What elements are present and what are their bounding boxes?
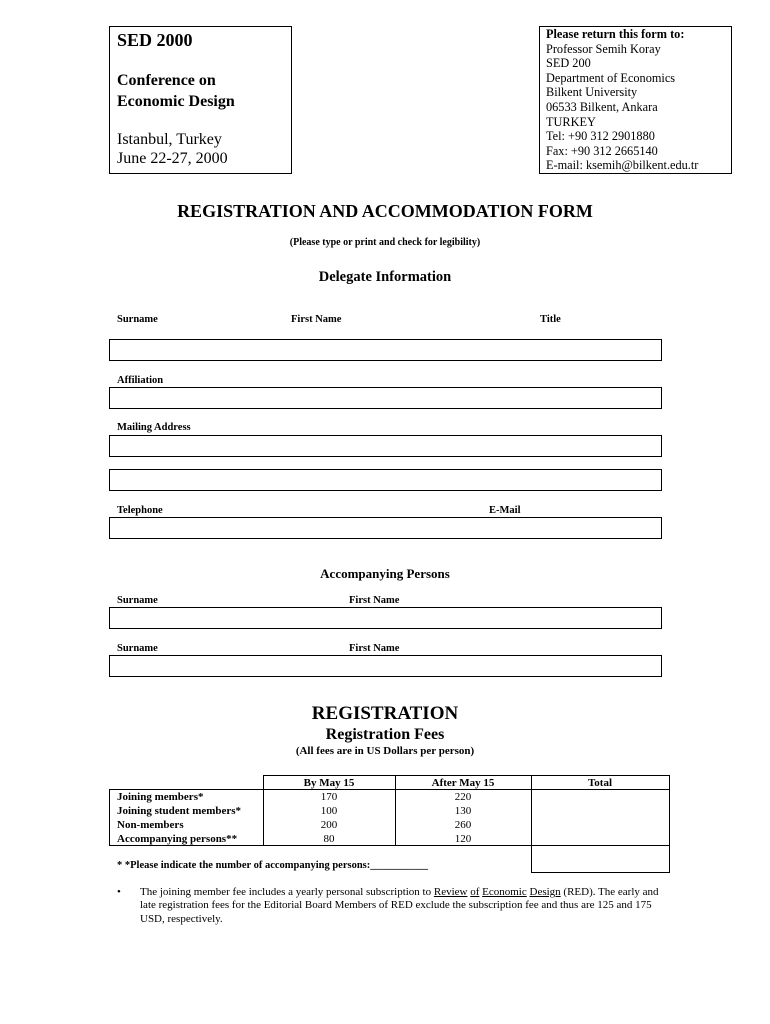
- accompanying-person-field-2[interactable]: [109, 655, 662, 677]
- conference-location-dates: [117, 130, 228, 168]
- fee-category: Joining members*: [117, 791, 204, 803]
- fee-category: Accompanying persons**: [117, 833, 238, 845]
- accompanying-first-name-label: First Name: [349, 643, 400, 654]
- name-field[interactable]: [109, 339, 662, 361]
- conference-dates: June 22-27, 2000: [117, 150, 228, 167]
- return-line: Bilkent University: [546, 85, 638, 100]
- accompanying-heading: Accompanying Persons: [320, 566, 450, 581]
- return-line: Fax: +90 312 2665140: [546, 143, 658, 158]
- registration-fees-note: (All fees are in US Dollars per person): [295, 745, 475, 757]
- column-header-total: Total: [587, 777, 613, 789]
- telephone-email-field[interactable]: [109, 517, 662, 539]
- return-line: E-mail: ksemih@bilkent.edu.tr: [546, 158, 699, 173]
- column-header-by-may15: By May 15: [303, 777, 355, 789]
- fee-by-may15: 170: [320, 791, 338, 803]
- fee-by-may15: 200: [320, 819, 338, 831]
- fee-after-may15: 220: [454, 791, 472, 803]
- first-name-label: First Name: [291, 314, 342, 325]
- fee-after-may15: 260: [454, 819, 472, 831]
- return-heading: Please return this form to:: [546, 27, 685, 41]
- conference-name-line2: Economic Design: [117, 93, 235, 110]
- return-line: Professor Semih Koray: [546, 41, 661, 56]
- affiliation-field[interactable]: [109, 387, 662, 409]
- email-label: E-Mail: [489, 505, 521, 516]
- return-line: TURKEY: [546, 114, 596, 129]
- conference-name: [117, 70, 235, 112]
- table-rule: [669, 775, 670, 872]
- table-rule: [263, 775, 670, 776]
- table-rule: [531, 775, 532, 872]
- mailing-address-field-1[interactable]: [109, 435, 662, 457]
- fee-after-may15: 130: [454, 805, 472, 817]
- form-title: REGISTRATION AND ACCOMMODATION FORM: [177, 201, 593, 221]
- return-line: 06533 Bilkent, Ankara: [546, 99, 658, 114]
- table-rule: [109, 789, 670, 790]
- mailing-address-field-2[interactable]: [109, 469, 662, 491]
- accompanying-count-footnote: * *Please indicate the number of accompanying persons:___________: [117, 860, 429, 871]
- column-header-after-may15: After May 15: [431, 777, 495, 789]
- journal-word: of: [470, 886, 480, 898]
- conference-name-line1: Conference on: [117, 72, 216, 89]
- journal-word: Economic: [482, 886, 527, 898]
- registration-fees-heading: Registration Fees: [325, 726, 445, 743]
- accompanying-surname-label: Surname: [117, 643, 158, 654]
- return-line: Tel: +90 312 2901880: [546, 129, 655, 144]
- accompanying-person-field-1[interactable]: [109, 607, 662, 629]
- conference-location: Istanbul, Turkey: [117, 131, 222, 148]
- fee-by-may15: 80: [323, 833, 335, 845]
- fee-category: Non-members: [117, 819, 184, 831]
- surname-label: Surname: [117, 314, 158, 325]
- accompanying-first-name-label: First Name: [349, 595, 400, 606]
- note-text: (RED). The early and late registration fees for the Editorial Board Members of RED exclude the subscription fee and thus are 125 and 175 USD, respectively.: [140, 886, 659, 925]
- affiliation-label: Affiliation: [117, 375, 164, 386]
- fee-category: Joining student members*: [117, 805, 242, 817]
- return-line: Department of Economics: [546, 70, 676, 85]
- bullet-icon: •: [117, 886, 121, 898]
- journal-word: Review: [433, 886, 468, 898]
- registration-title: REGISTRATION: [311, 703, 459, 724]
- fee-by-may15: 100: [320, 805, 338, 817]
- table-rule: [109, 789, 110, 845]
- return-address: [546, 27, 698, 173]
- fee-after-may15: 120: [454, 833, 472, 845]
- return-line: SED 200: [546, 56, 591, 71]
- mailing-address-label: Mailing Address: [117, 422, 191, 433]
- journal-word: Design: [529, 886, 561, 898]
- form-subtitle: (Please type or print and check for legibility): [289, 237, 481, 248]
- delegate-heading: Delegate Information: [318, 269, 452, 285]
- note-text: The joining member fee includes a yearly personal subscription to: [140, 886, 434, 898]
- title-label: Title: [540, 314, 561, 325]
- membership-note: [140, 886, 660, 926]
- conference-code: SED 2000: [117, 30, 193, 50]
- table-rule: [531, 872, 670, 873]
- telephone-label: Telephone: [117, 505, 163, 516]
- accompanying-surname-label: Surname: [117, 595, 158, 606]
